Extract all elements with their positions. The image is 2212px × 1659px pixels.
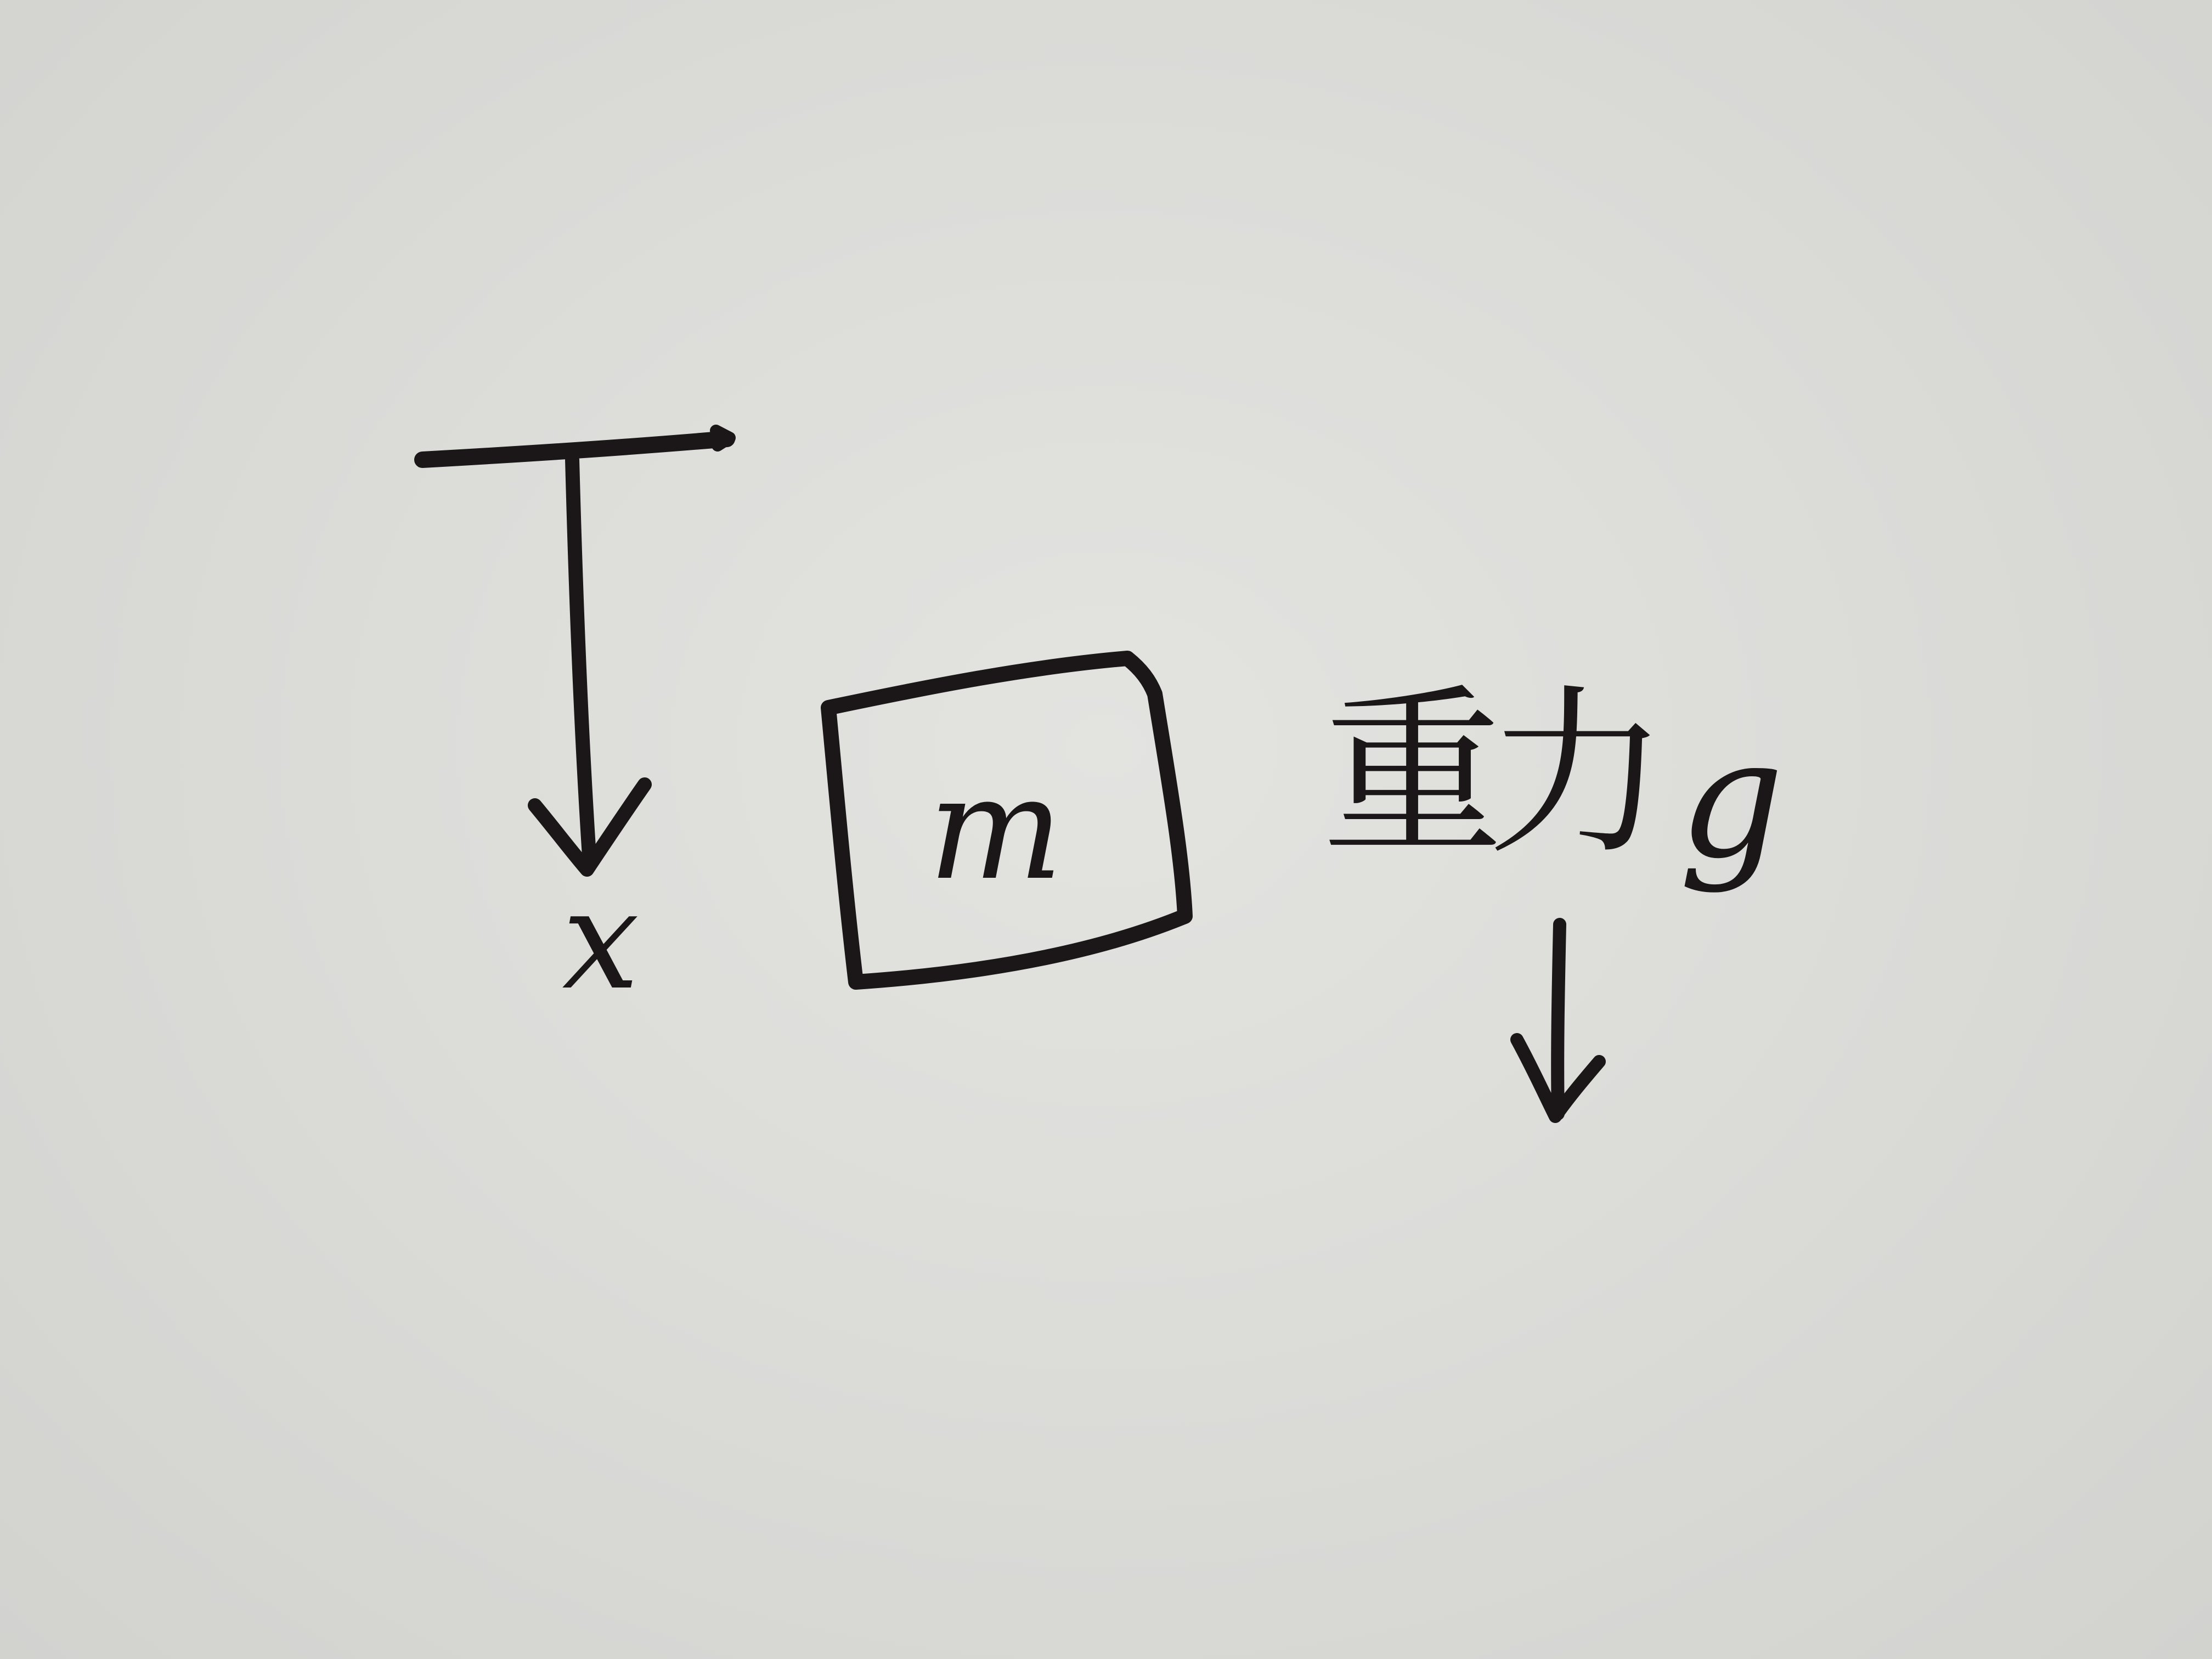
- ceiling-line-end: [716, 431, 730, 445]
- position-label: x: [562, 860, 640, 1020]
- gravity-kanji: 重力: [1322, 669, 1651, 879]
- position-axis: [535, 460, 645, 870]
- gravity-arrow: [1517, 924, 1599, 1116]
- mass-label: m: [928, 746, 1064, 912]
- down-arrow-icon: [1558, 924, 1560, 1114]
- down-arrow-icon: [572, 460, 590, 864]
- gravity-symbol: g: [1679, 703, 1785, 895]
